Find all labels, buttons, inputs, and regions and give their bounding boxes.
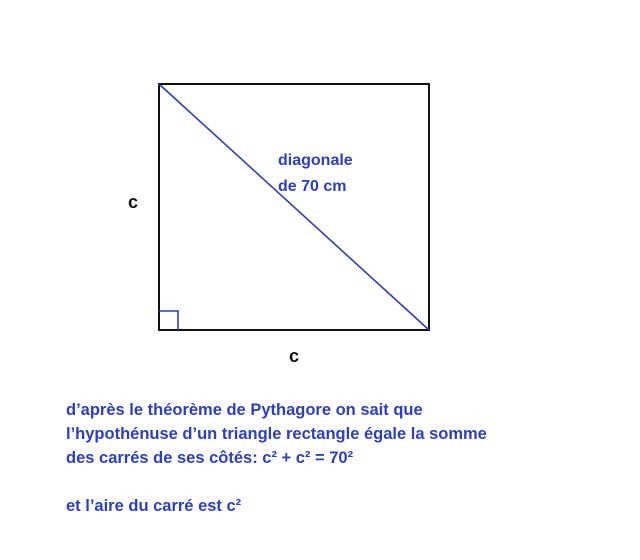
right-angle-marker — [159, 311, 178, 330]
paragraph-gap — [66, 470, 626, 494]
diagonal-label-line1: diagonale — [278, 152, 353, 169]
diagonal-label-line2: de 70 cm — [278, 178, 347, 195]
explanation-line-4: et l’aire du carré est c² — [66, 497, 242, 515]
explanation-line-3: des carrés de ses côtés: c² + c² = 70² — [66, 449, 354, 467]
explanation-text — [66, 398, 626, 518]
explanation-line-1: d’après le théorème de Pythagore on sait que — [66, 401, 423, 419]
bottom-side-label: c — [289, 346, 300, 366]
explanation-line-2: l’hypothénuse d’un triangle rectangle égale la somme — [66, 425, 487, 443]
left-side-label: c — [128, 192, 139, 212]
diagonal-line — [159, 84, 429, 330]
